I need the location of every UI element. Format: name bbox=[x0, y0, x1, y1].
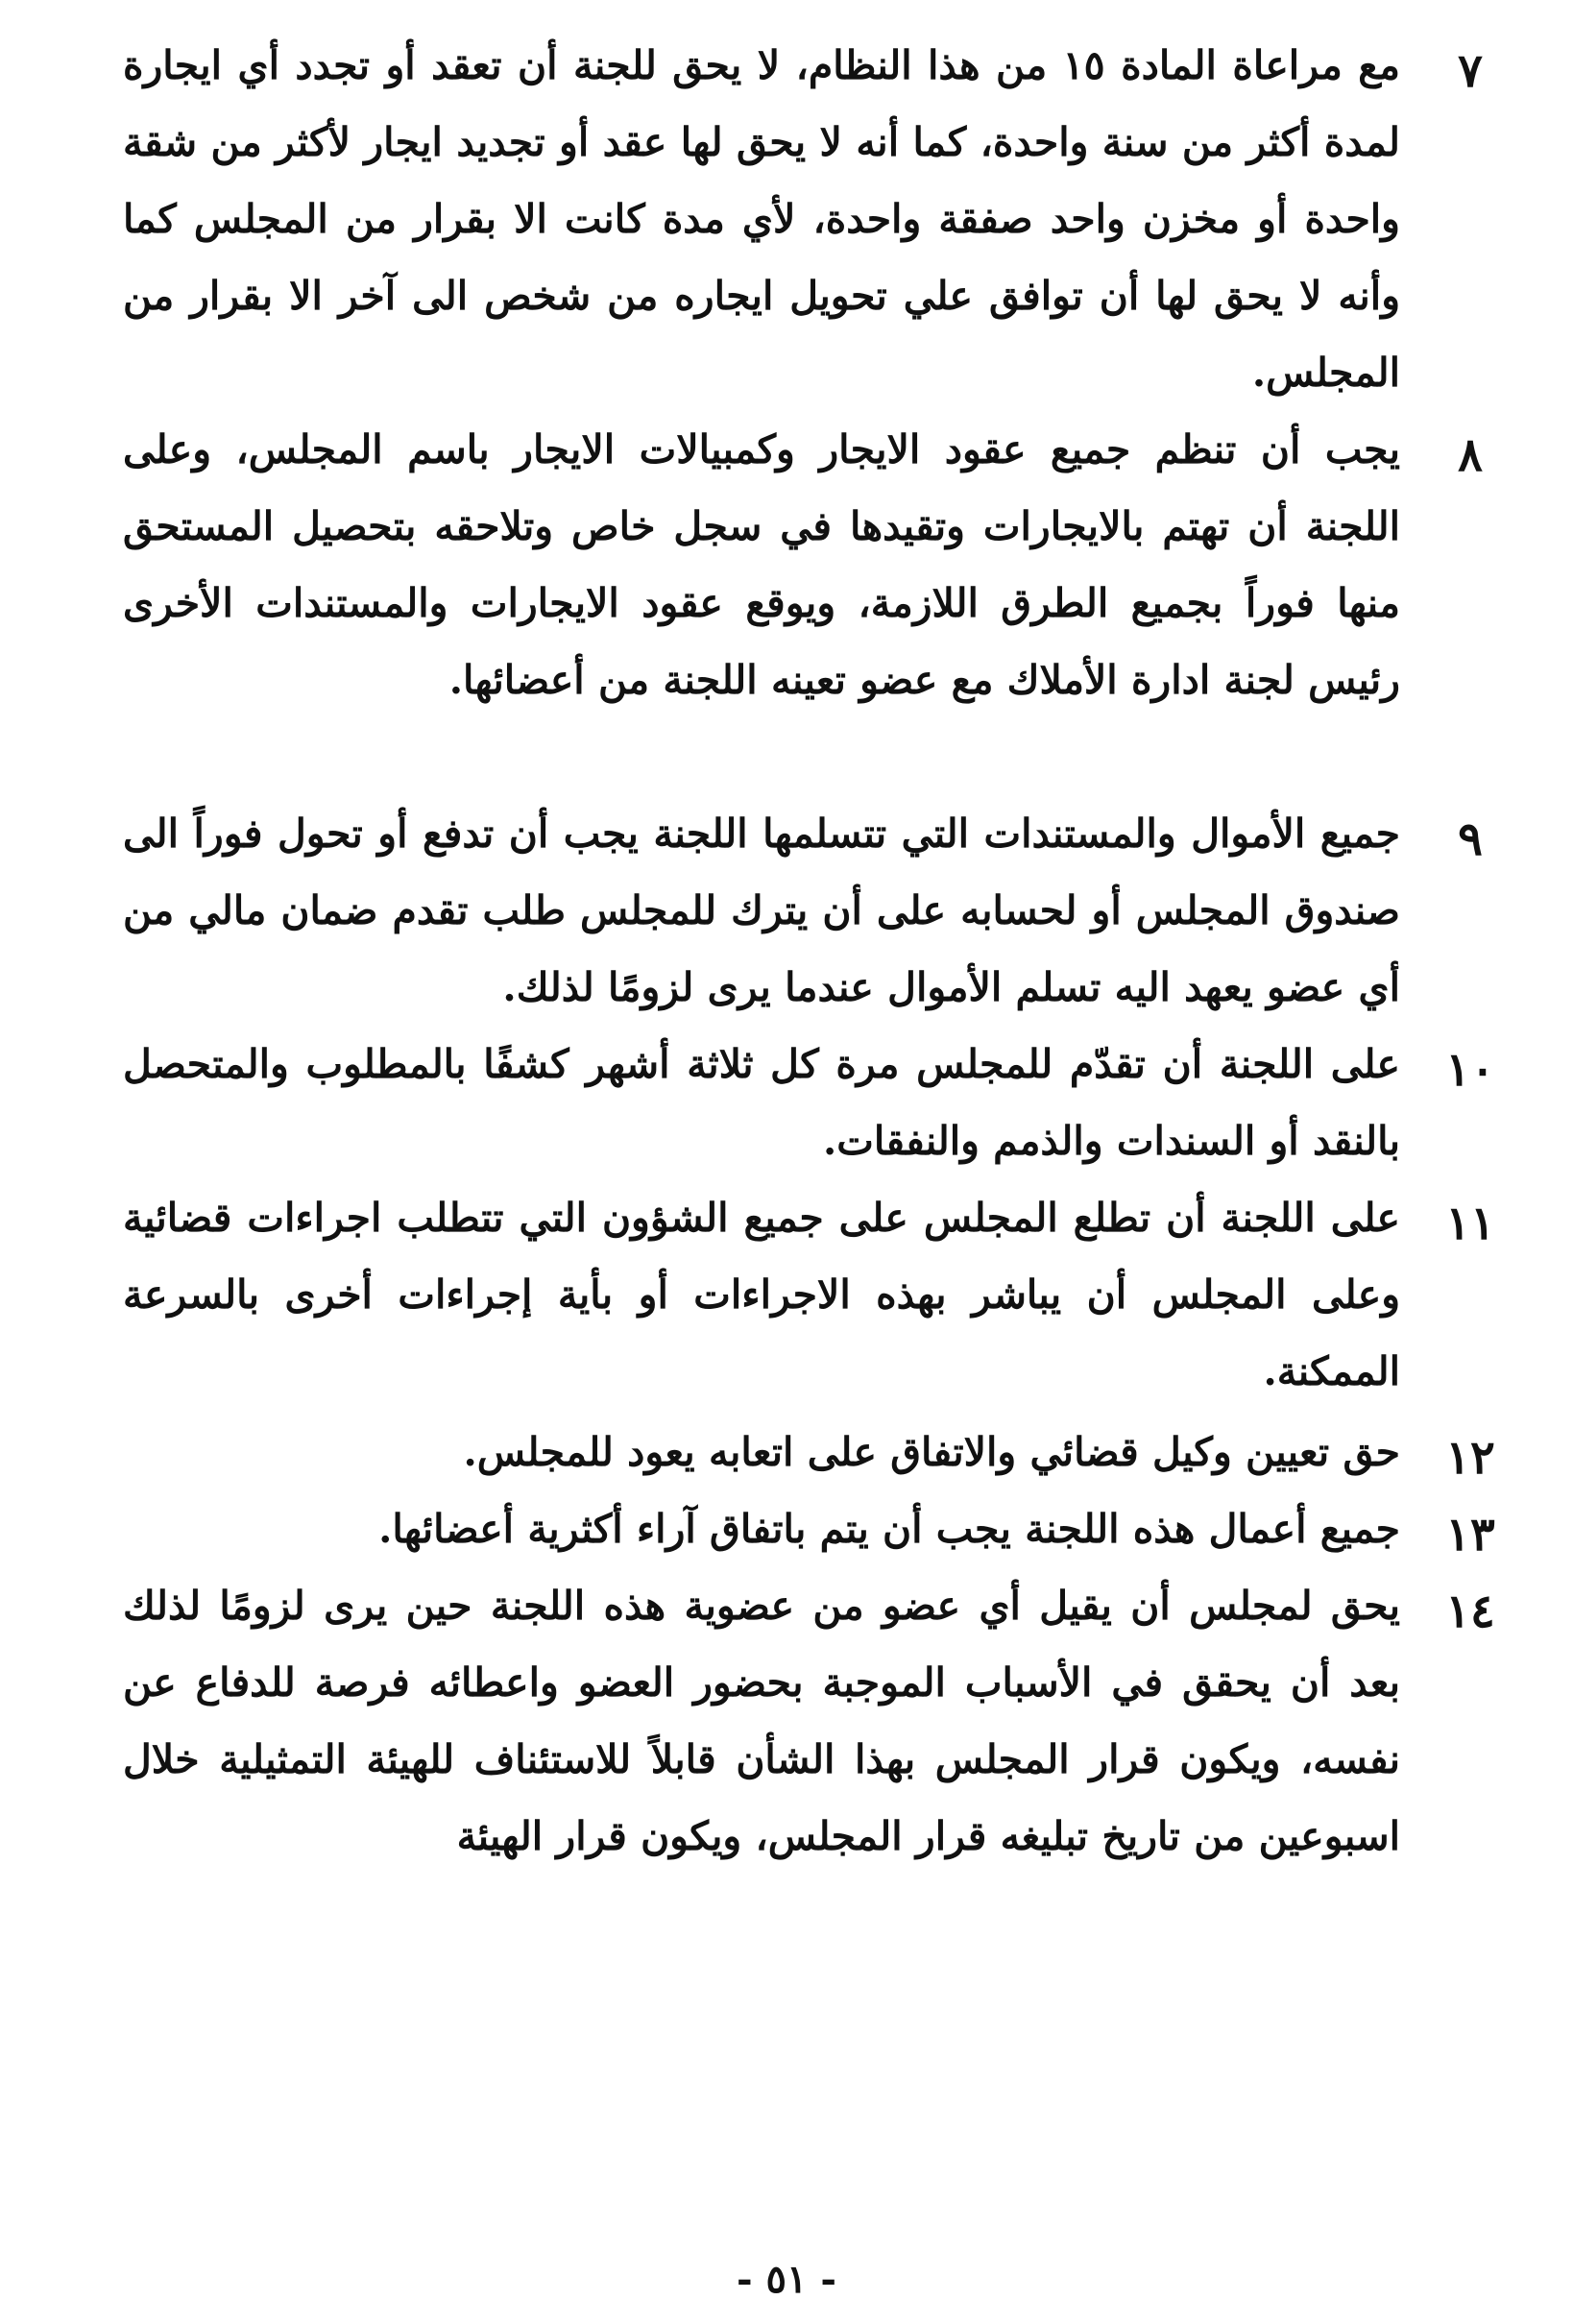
article-text: على اللجنة أن تقدّم للمجلس مرة كل ثلاثة أشهر كشفًا بالمطلوب والمتحصل بالنقد أو السندات والذمم والنفقات. bbox=[123, 1041, 1400, 1164]
article-number: ٩ bbox=[1458, 812, 1483, 866]
article-text: جميع أعمال هذه اللجنة يجب أن يتم باتفاق آراء أكثرية أعضائها. bbox=[378, 1506, 1400, 1552]
article-number: ٧ bbox=[1458, 44, 1483, 98]
article-number: ٨ bbox=[1458, 428, 1483, 482]
article-text: جميع الأموال والمستندات التي تتسلمها اللجنة يجب أن تدفع أو تحول فوراً الى صندوق المجلس أو لحسابه على أن يترك للمجلس طلب تقدم ضمان مالي من أي عضو يعهد اليه تسلم الأموال عندما يرى لزومًا لذلك. bbox=[123, 811, 1400, 1010]
article-text: على اللجنة أن تطلع المجلس على جميع الشؤون التي تتطلب اجراءات قضائية وعلى المجلس أن يباشر بهذه الاجراءات أو بأية إجراءات أخرى بالسرعة الممكنة. bbox=[123, 1195, 1400, 1394]
article-number: ١١ bbox=[1445, 1197, 1495, 1250]
article-number: ١٠ bbox=[1445, 1043, 1495, 1097]
article-text: يحق لمجلس أن يقيل أي عضو من عضوية هذه اللجنة حين يرى لزومًا لذلك بعد أن يحقق في الأسباب الموجبة بحضور العضو واعطائه فرصة للدفاع عن نفسه، ويكون قرار المجلس بهذا الشأن قابلاً للاستئناف للهيئة التمثيلية خلال اسبوعين من تاريخ تبليغه قرار المجلس، ويكون قرار الهيئة bbox=[123, 1583, 1400, 1859]
article-text: مع مراعاة المادة ١٥ من هذا النظام، لا يحق للجنة أن تعقد أو تجدد أي ايجارة لمدة أكثر من سنة واحدة، كما أنه لا يحق لها عقد أو تجديد ايجار لأكثر من شقة واحدة أو مخزن واحد صفقة واحدة، لأي مدة كانت الا بقرار من المجلس كما وأنه لا يحق لها أن توافق علي تحويل ايجاره من شخص الى آخر الا بقرار من المجلس. bbox=[123, 42, 1400, 396]
article-number: ١٢ bbox=[1445, 1431, 1495, 1485]
article-text: يجب أن تنظم جميع عقود الايجار وكمبيالات الايجار باسم المجلس، وعلى اللجنة أن تهتم بالايجارات وتقيدها في سجل خاص وتلاحقه بتحصيل المستحق منها فوراً بجميع الطرق اللازمة، ويوقع عقود الايجارات والمستندات الأخرى رئيس لجنة ادارة الأملاك مع عضو تعينه اللجنة من أعضائها. bbox=[123, 426, 1400, 703]
article-number: ١٤ bbox=[1445, 1585, 1495, 1638]
article-text: حق تعيين وكيل قضائي والاتفاق على اتعابه يعود للمجلس. bbox=[463, 1429, 1400, 1475]
page-number: - ٥١ - bbox=[736, 2257, 837, 2302]
article-number: ١٣ bbox=[1445, 1508, 1495, 1561]
